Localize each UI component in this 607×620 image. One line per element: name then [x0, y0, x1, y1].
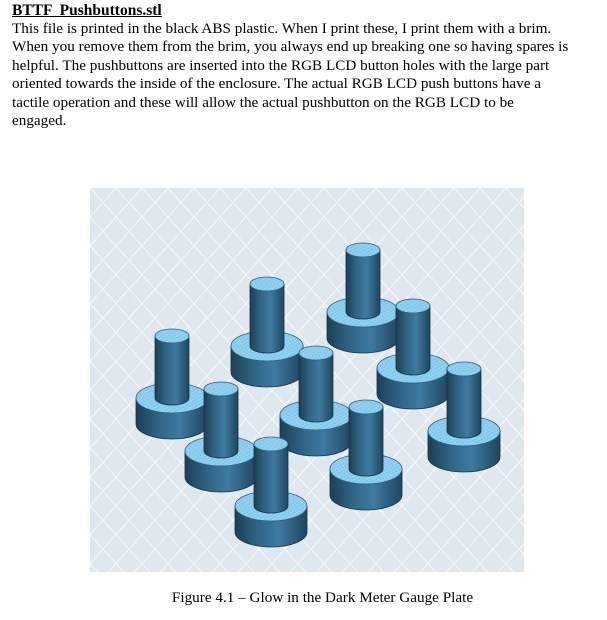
- pushbutton-stem-top: [346, 243, 380, 257]
- pushbutton-stem: [299, 346, 333, 422]
- pushbutton-stem-side: [299, 353, 333, 422]
- document-paragraph: This file is printed in the black ABS plastic. When I print these, I print them with a brim. When you remove them from the brim, you always end up breaking one so having spares is helpful. The pushbuttons are inserted into the RGB LCD button holes with the large part oriented towards the inside of the enclosure. The actual RGB LCD push buttons have a tactile operation and these will allow the actual pushbutton on the RGB LCD to be engaged.: [12, 20, 569, 130]
- pushbutton-stem: [250, 277, 284, 353]
- pushbutton-stem-top: [349, 400, 383, 414]
- figure-caption: Figure 4.1 – Glow in the Dark Meter Gauge Plate: [171, 589, 474, 606]
- grid-line: [480, 188, 524, 572]
- pushbutton-stem: [254, 437, 288, 513]
- pushbutton-stem: [447, 362, 481, 438]
- grid-line: [90, 188, 116, 572]
- pushbutton: [136, 329, 208, 439]
- pushbutton-stem-side: [204, 389, 238, 458]
- pushbutton-stem-top: [447, 362, 481, 376]
- pushbutton-stem-top: [396, 299, 430, 313]
- pushbutton-stem-top: [299, 346, 333, 360]
- pushbutton-stem-side: [254, 444, 288, 513]
- pushbutton-stem: [346, 243, 380, 319]
- pushbutton-stem-side: [349, 407, 383, 476]
- pushbutton-stem-top: [250, 277, 284, 291]
- grid-line: [90, 188, 98, 572]
- pushbutton-stem: [155, 329, 189, 405]
- pushbutton-stem-side: [250, 284, 284, 353]
- pushbutton-stem-side: [396, 306, 430, 375]
- pushbutton-stem-side: [346, 250, 380, 319]
- pushbutton-stem: [204, 382, 238, 458]
- pushbutton-stem-top: [254, 437, 288, 451]
- grid-line: [498, 188, 524, 572]
- pushbutton-stem: [396, 299, 430, 375]
- document-title: BTTF Pushbuttons.stl: [12, 2, 162, 19]
- pushbutton-stem-side: [155, 336, 189, 405]
- pushbutton-stem-top: [204, 382, 238, 396]
- pushbutton-stem: [349, 400, 383, 476]
- pushbutton-stem-side: [447, 369, 481, 438]
- pushbutton: [231, 277, 303, 387]
- pushbuttons-3d-render: [90, 188, 524, 572]
- pushbutton-stem-top: [155, 329, 189, 343]
- render-canvas: [90, 188, 524, 572]
